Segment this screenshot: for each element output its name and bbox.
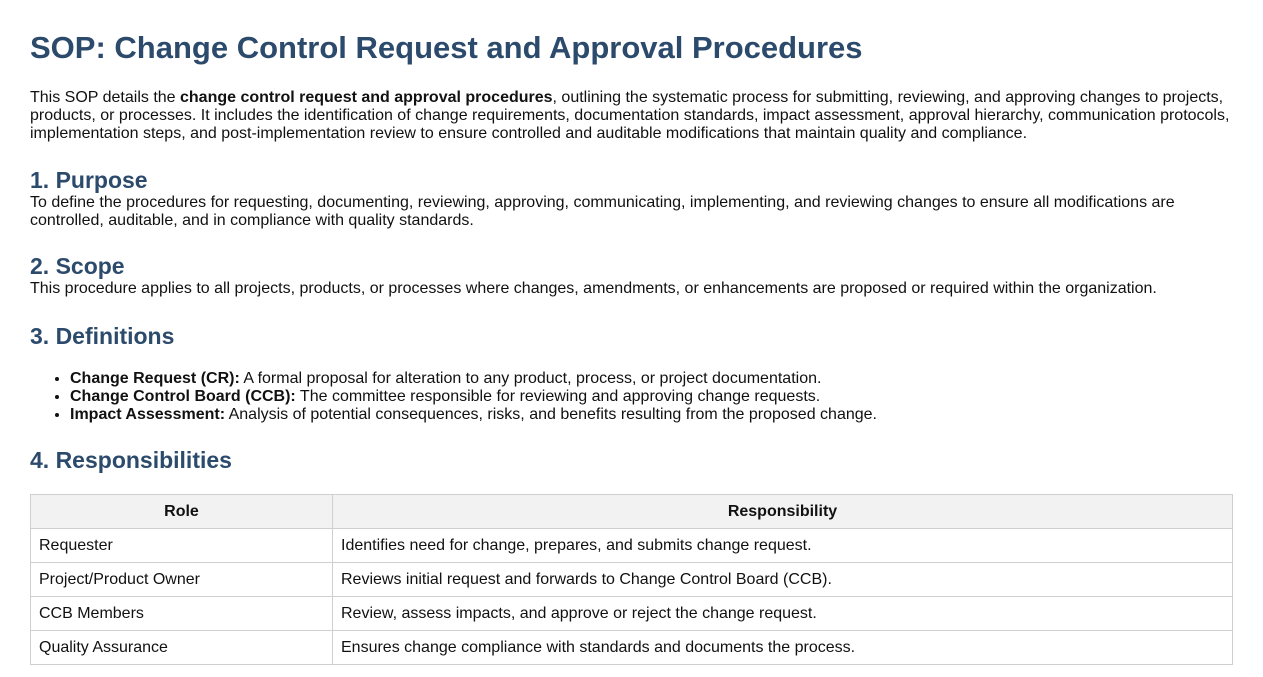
- table-row: [31, 529, 1233, 563]
- definition-text: Analysis of potential consequences, risks, and benefits resulting from the proposed change.: [225, 406, 877, 423]
- definitions-heading: 3. Definitions: [30, 323, 175, 349]
- table-row: [31, 631, 1233, 665]
- page-title: SOP: Change Control Request and Approval Procedures: [30, 30, 863, 65]
- purpose-text: To define the procedures for requesting, documenting, reviewing, approving, communicating, implementing, and reviewing changes to ensure all modifications are controlled, auditable, and in compliance with quality standards.: [30, 194, 1175, 229]
- role-cell: Quality Assurance: [31, 631, 333, 665]
- responsibility-cell: Ensures change compliance with standards and documents the process.: [333, 631, 1233, 665]
- definition-item-change-request: [70, 370, 1233, 388]
- definition-item-ccb: [70, 388, 1233, 406]
- responsibility-cell: Identifies need for change, prepares, and submits change request.: [333, 529, 1233, 563]
- responsibilities-heading: 4. Responsibilities: [30, 447, 232, 473]
- role-cell: Project/Product Owner: [31, 563, 333, 597]
- definition-term: Impact Assessment:: [70, 406, 226, 423]
- table-row: [31, 563, 1233, 597]
- purpose-heading: 1. Purpose: [30, 167, 148, 193]
- definition-term: Change Request (CR):: [70, 370, 240, 387]
- column-header-responsibility: Responsibility: [333, 495, 1233, 529]
- responsibilities-table: [30, 494, 1233, 665]
- intro-text-start: This SOP details the: [30, 89, 180, 106]
- role-cell: CCB Members: [31, 597, 333, 631]
- definitions-list: [30, 370, 1233, 424]
- responsibility-cell: Reviews initial request and forwards to Change Control Board (CCB).: [333, 563, 1233, 597]
- definition-item-impact-assessment: [70, 406, 1233, 424]
- table-row: [31, 597, 1233, 631]
- definition-text: A formal proposal for alteration to any product, process, or project documentation.: [239, 370, 822, 387]
- table-header-row: [31, 495, 1233, 529]
- scope-text: This procedure applies to all projects, products, or processes where changes, amendments, or enhancements are proposed or required within the organization.: [30, 280, 1157, 297]
- intro-text-bold: change control request and approval procedures: [180, 89, 553, 106]
- responsibility-cell: Review, assess impacts, and approve or reject the change request.: [333, 597, 1233, 631]
- intro-text-end: , outlining the systematic process for submitting, reviewing, and approving changes to projects, products, or processes. It includes the identification of change requirements, documentation standards, impact assessment, approval hierarchy, communication protocols, implementation steps, and post-implementation review to ensure controlled and auditable modifications that maintain quality and compliance.: [30, 89, 1230, 142]
- scope-heading: 2. Scope: [30, 253, 125, 279]
- role-cell: Requester: [31, 529, 333, 563]
- definition-text: The committee responsible for reviewing and approving change requests.: [295, 388, 821, 405]
- definition-term: Change Control Board (CCB):: [70, 388, 296, 405]
- intro-paragraph: [30, 89, 1233, 143]
- column-header-role: Role: [31, 495, 333, 529]
